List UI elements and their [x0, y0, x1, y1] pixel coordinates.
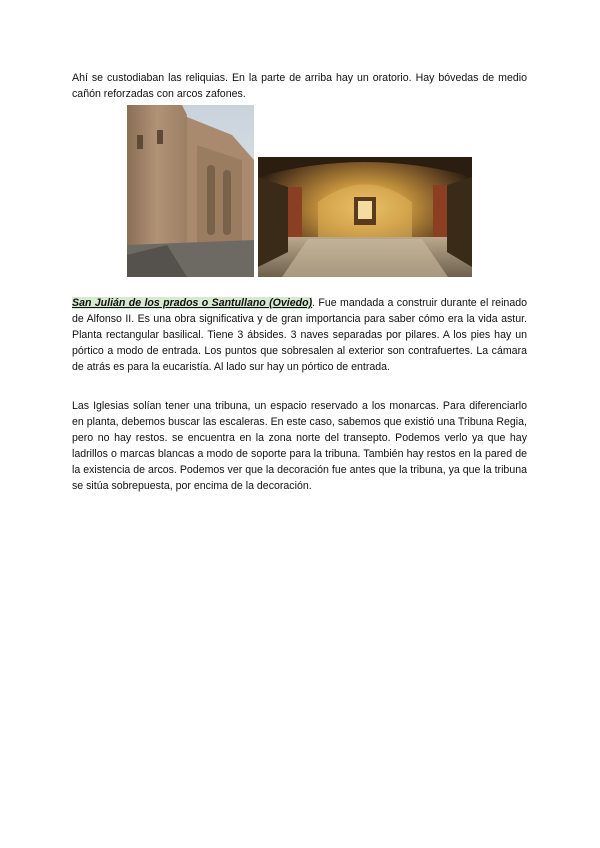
santullano-paragraph [72, 295, 527, 375]
section-body: . Fue mandada a construir durante el reinado de Alfonso II. Es una obra significativa y de gran importancia para saber cómo era la vida astur. Planta rectangular basilical. Tiene 3 ábsides. 3 naves separadas por pilares. A los pies hay un pórtico a modo de entrada. Los puntos que sobresalen al exterior son contrafuertes. La cámara de atrás es para la eucaristía. Al lado sur hay un pórtico de entrada. [72, 297, 527, 373]
tribuna-paragraph: Las Iglesias solían tener una tribuna, un espacio reservado a los monarcas. Para diferenciarlo en planta, debemos buscar las escaleras. En este caso, sabemos que existió una Tribuna Regia, pero no hay restos. se encuentra en la zona norte del transepto. Podemos verlo ya que hay ladrillos o marcas blancas a modo de soporte para la tribuna. También hay restos en la pared de la existencia de arcos. Podemos ver que la decoración fue antes que la tribuna, ya que la tribuna se sitúa sobrepuesta, por encima de la decoración. [72, 400, 527, 492]
intro-paragraph: Ahí se custodiaban las reliquias. En la parte de arriba hay un oratorio. Hay bóvedas de medio cañón reforzadas con arcos zafones. [72, 72, 527, 100]
church-interior-photo [258, 157, 472, 277]
church-exterior-photo [127, 105, 254, 277]
section-heading: San Julián de los prados o Santullano (Oviedo) [72, 297, 313, 309]
church-exterior-illustration [127, 105, 254, 277]
church-interior-illustration [258, 157, 472, 277]
